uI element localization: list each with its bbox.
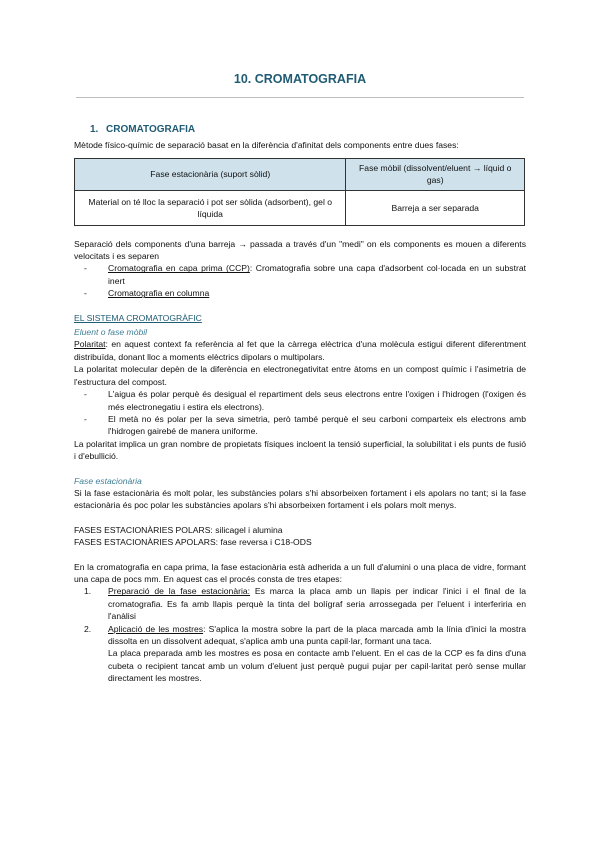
apolar-phases-line: FASES ESTACIONÀRIES APOLARS: fase reversa i C18-ODS: [74, 537, 312, 548]
polarity-paragraph: [74, 338, 526, 363]
list-item: - El metà no és polar per la seva simetria, però també perquè el seu carboni comparteix els electrons amb l'hidrogen gairebé de manera uniforme.: [108, 413, 526, 438]
eluent-heading: Eluent o fase mòbil: [74, 327, 148, 338]
chromatography-types-list: [74, 262, 526, 299]
document-title: 10. CROMATOGRAFIA: [233, 72, 367, 86]
list-item: - L'aigua és polar perquè és desigual el repartiment dels seus electrons entre l'oxigen i l'hidrogen (l'oxigen és més electronegatiu i estira els electrons).: [108, 388, 526, 413]
table-cell-stationary: Material on té lloc la separació i pot ser sòlida (adsorbent), gel o líquida: [75, 190, 346, 225]
section-intro: Mètode físico-químic de separació basat en la diferència d'afinitat dels components entre dues fases:: [74, 140, 459, 151]
table-cell-mobile: Barreja a ser separada: [346, 190, 525, 225]
ccp-intro-paragraph: En la cromatografia en capa prima, la fase estacionària està adherida a un full d'alumini o una placa de vidre, formant una capa de pocs mm. En aquest cas el procés consta de tres etapes:: [74, 561, 526, 584]
polarity-text: : en aquest context fa referència al fet que la càrrega elèctrica d'una molècula estigui diferent diferentment distribuïda, donant lloc a moments elèctrics dipolars o multipolars.: [74, 339, 526, 362]
step-number: 1.: [84, 586, 92, 597]
list-item-desc: : Cromatografia sobre una capa d'adsorbent col·locada en un substrat inert: [108, 263, 526, 286]
list-item: [84, 585, 526, 622]
list-item: [84, 623, 526, 685]
table-header-row: [75, 158, 525, 190]
stationary-heading: Fase estacionària: [74, 475, 142, 486]
polar-phases-line: FASES ESTACIONÀRIES POLARS: silicagel i alumina: [74, 524, 283, 535]
section-heading-text: CROMATOGRAFIA: [106, 124, 196, 135]
list-item: [108, 287, 526, 299]
list-item-term: Cromatografia en columna: [108, 288, 210, 299]
separation-paragraph: Separació dels components d'una barreja → passada a través d'un "medi" on els components es mouen a diferents velocitats i es separen: [74, 238, 526, 262]
table-row: [75, 190, 525, 225]
phases-table: [74, 158, 525, 226]
step-extra-text: La placa preparada amb les mostres es posa en contacte amb l'eluent. En el cas de la CCP es fa dins d'una cubeta o recipient tancat amb un volum d'eluent just perquè pugui pujar per capil·laritat però sense mullar directament les mostres.: [108, 648, 526, 684]
step-text: Es marca la placa amb un llapis per indicar l'inici i el final de la cromatografia. Es fa amb llapis perquè la tinta del bolígraf seria arrossegada per l'eluent i interferiria en l'anàlisi: [108, 586, 526, 622]
table-header-mobile: Fase mòbil (dissolvent/eluent → líquid o gas): [346, 158, 525, 190]
step-term: Preparació de la fase estacionària:: [108, 586, 251, 597]
step-text: : S'aplica la mostra sobre la part de la placa marcada amb la línia d'inici la mostra dissolta en un dissolvent adequat, s'aplica amb una punta capil·lar, formant una taca.: [108, 623, 526, 646]
implications-paragraph: La polaritat implica un gran nombre de propietats físiques incloent la tensió superficial, la solubilitat i els punts de fusió i d'ebullició.: [74, 438, 526, 462]
table-header-stationary: Fase estacionària (suport sòlid): [75, 158, 346, 190]
polarity-examples-list: [74, 388, 526, 438]
section-number: 1.: [90, 124, 99, 135]
document-body: [74, 124, 526, 685]
list-item-term: Cromatografia en capa prima (CCP): [108, 263, 250, 274]
section-heading: [90, 124, 526, 136]
ccp-steps-list: [74, 585, 526, 684]
stationary-paragraph: Si la fase estacionària és molt polar, les substàncies polars s'hi absorbeixen fortament i els apolars no tant; si la fase estacionària és poc polar les substàncies apolars s'hi absorbeixen fortament i els polars molt menys.: [74, 487, 526, 511]
step-term: Aplicació de les mostres: [108, 623, 204, 634]
polarity-term: Polaritat: [74, 339, 106, 350]
step-number: 2.: [84, 623, 92, 634]
system-heading: EL SISTEMA CROMATOGRÀFIC: [74, 312, 202, 323]
list-item: [108, 262, 526, 287]
molecular-polarity-paragraph: La polaritat molecular depèn de la diferència en electronegativitat entre àtoms en un compost químic i l'asimetria de l'estructura del compost.: [74, 364, 526, 387]
title-divider: [76, 97, 524, 98]
